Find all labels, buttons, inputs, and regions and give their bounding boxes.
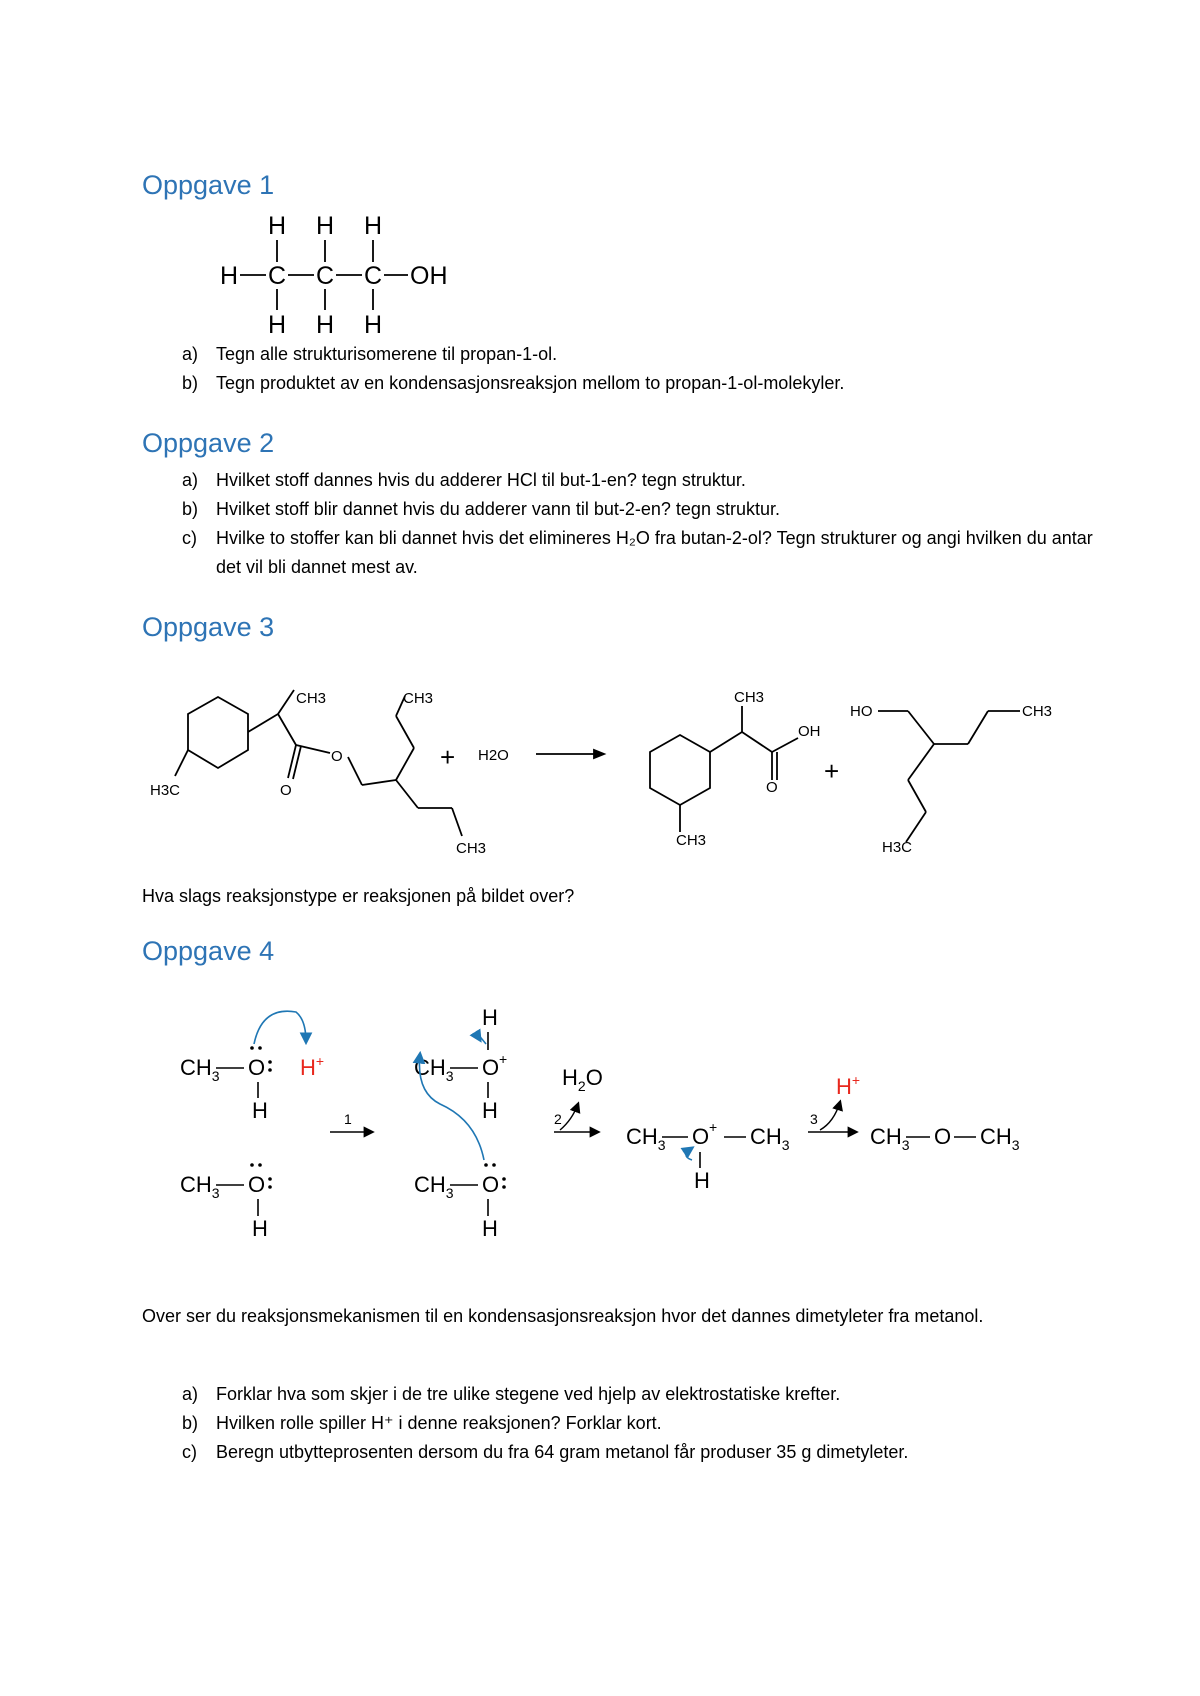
atom-h: H [364,212,383,240]
bond [772,738,798,752]
bond [396,716,414,748]
proton-label: H+ [300,1053,325,1080]
bond [362,780,396,785]
atom-h: H [316,311,335,339]
bond [710,732,742,752]
bond [278,714,296,745]
bond [968,711,988,744]
svg-text:+: + [709,1119,718,1135]
atom-c: C [364,262,383,290]
svg-text:H: H [482,1005,498,1030]
atom-h: H [364,311,383,339]
bond [348,757,362,785]
svg-text:H: H [482,1216,498,1241]
label-ch3: CH3 [456,840,487,857]
bond [296,745,330,753]
svg-text:CH3: $CH_3$ [414,1172,454,1201]
plus-sign: + [440,742,456,772]
bond [908,780,926,812]
label-h2o: H2O [478,747,509,764]
svg-text:+: + [499,1051,508,1067]
svg-text:CH3: $CH_3$ [180,1055,220,1084]
atom-h: H [316,212,335,240]
oppgave4-heading: Oppgave 4 [142,936,275,966]
bond [742,732,772,752]
svg-text:CH3: $CH_3$ [750,1124,790,1153]
svg-text:3: 3 [810,1111,818,1127]
electron-arrow [686,1148,692,1160]
label-ch3: CH3 [1022,703,1053,720]
label-h3c: H3C [882,839,913,856]
svg-text:O: O [692,1124,710,1149]
svg-text:O: O [934,1124,952,1149]
electron-arrow [476,1033,486,1044]
atom-oh: OH [410,262,448,290]
svg-text:CH3: $CH_3$ [180,1172,220,1201]
cyclohexane-ring [650,735,710,805]
label-o: O [331,748,343,765]
svg-text:O: O [482,1172,500,1197]
svg-text:CH3: $CH_3$ [626,1124,666,1153]
svg-text:2: 2 [554,1111,562,1127]
atom-c: C [316,262,335,290]
oppgave1-heading: Oppgave 1 [142,170,275,200]
proton-label: H+ [836,1072,861,1099]
cyclohexane-ring [188,697,248,768]
label-ch3: CH3 [403,690,434,707]
svg-text:H: H [252,1098,268,1123]
bond [906,812,926,842]
label-ch3: CH3 [734,689,765,706]
bond [396,780,418,808]
bond [293,746,301,779]
bond [288,745,296,778]
svg-text:O: O [248,1172,266,1197]
bond [248,714,278,732]
bond [908,744,934,780]
label-h3c: H3C [150,782,181,799]
svg-text:H2O: $H_2O$ [562,1065,603,1094]
label-ch3: CH3 [676,832,707,849]
electron-arrow [254,1011,306,1044]
label-oh: OH [798,723,821,740]
label-o: O [280,782,292,799]
svg-text:O: O [248,1055,266,1080]
oppgave4-intro: Over ser du reaksjonsmekanismen til en kondensasjonsreaksjon hvor det dannes dimetyleter fra metanol. [142,1306,984,1326]
svg-text:O: O [482,1055,500,1080]
bond [452,808,462,836]
svg-text:CH3: $CH_3$ [870,1124,910,1153]
svg-text:CH3: $CH_3$ [980,1124,1020,1153]
plus-sign: + [824,756,840,786]
bond [175,750,188,776]
bond [396,748,414,780]
atom-c: C [268,262,287,290]
atom-h: H [268,212,287,240]
svg-text:H: H [252,1216,268,1241]
atom-h: H [268,311,287,339]
oppgave3-question: Hva slags reaksjonstype er reaksjonen på bildet over? [142,886,575,906]
svg-text:1: 1 [344,1111,352,1127]
bond [278,690,294,714]
electron-arrow [419,1054,484,1160]
svg-text:H: H [694,1168,710,1193]
oppgave2-heading: Oppgave 2 [142,428,275,458]
bond [396,696,405,716]
arrowhead [594,750,604,758]
label-o: O [766,779,778,796]
bond [908,711,934,744]
atom-h: H [220,262,239,290]
svg-text:H: H [482,1098,498,1123]
label-ho: HO [850,703,873,720]
label-ch3: CH3 [296,690,327,707]
oppgave3-heading: Oppgave 3 [142,612,275,642]
svg-text:CH3: $CH_3$ [414,1055,454,1084]
